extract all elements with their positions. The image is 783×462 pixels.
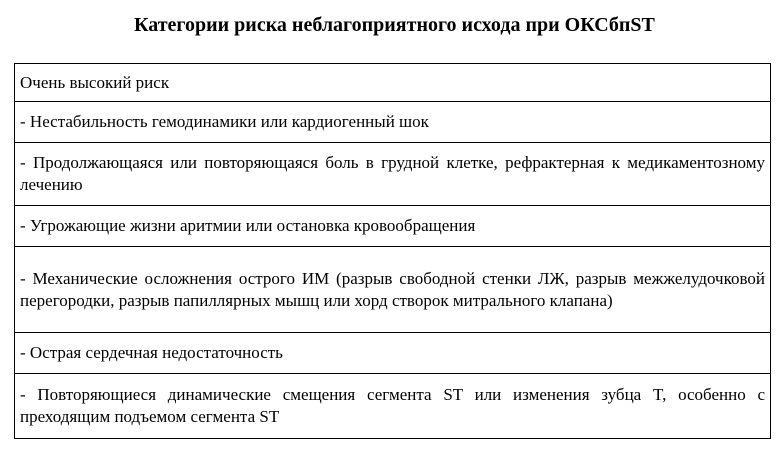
risk-categories-table: [14, 63, 771, 439]
table-cell-risk-level: Очень высокий риск: [15, 64, 771, 102]
table-cell: - Повторяющиеся динамические смещения сегмента ST или изменения зубца T, особенно с преходящим подъемом сегмента ST: [15, 374, 771, 439]
table-cell: - Механические осложнения острого ИМ (разрыв свободной стенки ЛЖ, разрыв межжелудочковой перегородки, разрыв папиллярных мышц или хорд створок митрального клапана): [15, 247, 771, 333]
table-cell: - Острая сердечная недостаточность: [15, 333, 771, 374]
table-row: [15, 143, 771, 206]
page-title: Категории риска неблагоприятного исхода при ОКСбпST: [134, 14, 655, 36]
table-row: [15, 102, 771, 143]
table-cell: - Нестабильность гемодинамики или кардиогенный шок: [15, 102, 771, 143]
table-row: [15, 206, 771, 247]
table-row: [15, 333, 771, 374]
table-row: [15, 374, 771, 439]
table-cell: - Продолжающаяся или повторяющаяся боль в грудной клетке, рефрактерная к медикаментозному лечению: [15, 143, 771, 206]
table-row: [15, 247, 771, 333]
table-row: [15, 64, 771, 102]
table-cell: - Угрожающие жизни аритмии или остановка кровообращения: [15, 206, 771, 247]
